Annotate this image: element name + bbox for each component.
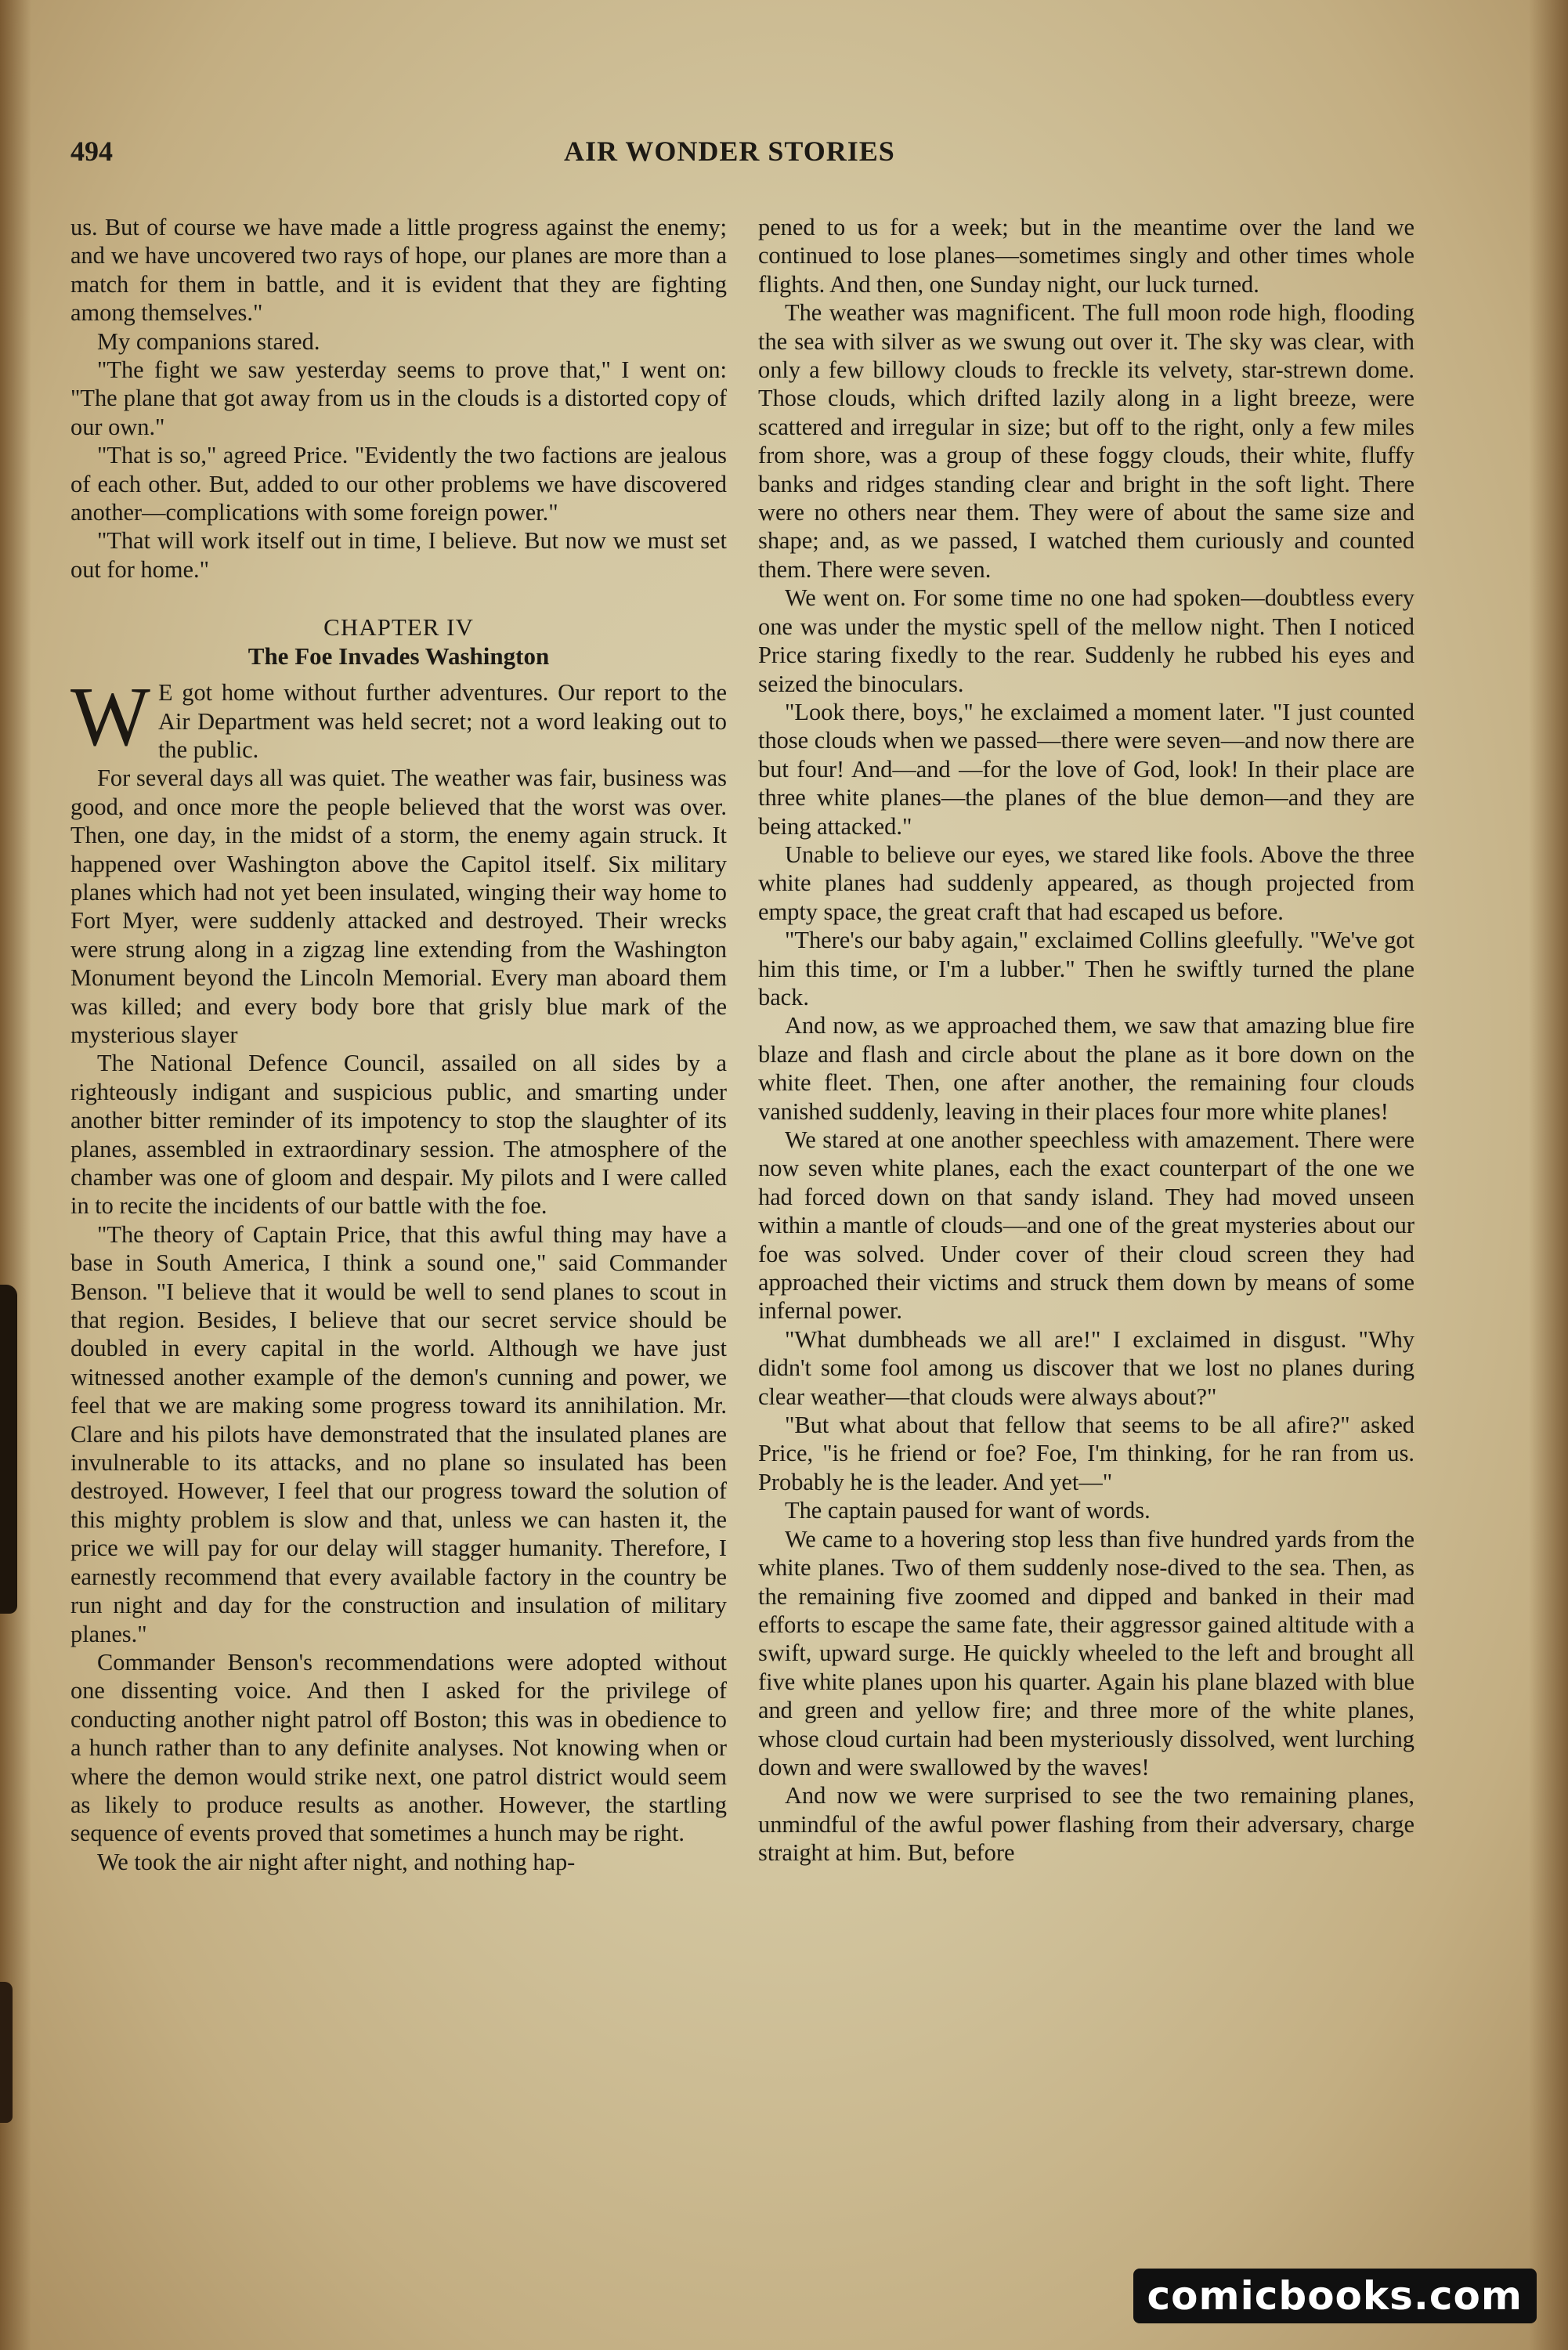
paragraph: And now we were surprised to see the two remaining planes, unmindful of the awful power flashing from their adversary, charge straight at him. But, before — [758, 1782, 1414, 1867]
paragraph: The captain paused for want of words. — [785, 1497, 1151, 1524]
page-header — [70, 135, 1402, 182]
paragraph: My companions stared. — [97, 327, 320, 355]
running-title: AIR WONDER STORIES — [564, 136, 895, 167]
paragraph: We took the air night after night, and nothing hap- — [97, 1848, 576, 1875]
right-column — [758, 213, 1414, 1867]
chapter-title: The Foe Invades Washington — [247, 642, 550, 670]
paragraph: "The fight we saw yesterday seems to prove that," I went on: "The plane that got away from us in the clouds is a distorted copy of our own." — [70, 356, 727, 440]
paragraph: The National Defence Council, assailed on all sides by a righteously indigant and suspicious public, and smarting under another bitter reminder of its impotency to stop the slaughter of its planes, assembled in extraordinary session. The atmosphere of the chamber was one of gloom and despair. My pilots and I were called in to recite the incidents of our battle with the foe. — [70, 1050, 727, 1220]
paragraph: us. But of course we have made a little progress against the enemy; and we have uncovered two rays of hope, our planes are more than a match for them in battle, and it is evident that they are fighting among themselves." — [70, 214, 727, 327]
paragraph: We stared at one another speechless with amazement. There were now seven white planes, each the exact counterpart of the one we had forced down on that sandy island. They had moved unseen within a mantle of clouds—and one of the great mysteries about our foe was solved. Under cover of their cloud screen they had approached their victims and struck them down by means of some infernal power. — [758, 1126, 1414, 1325]
left-column — [70, 213, 727, 1876]
paragraph: "There's our baby again," exclaimed Collins gleefully. "We've got him this time, or I'm a lubber." Then he swiftly turned the plane back. — [758, 927, 1414, 1010]
paragraph: We went on. For some time no one had spoken—doubtless every one was under the mystic spell of the mellow night. Then I noticed Price staring fixedly to the rear. Suddenly he rubbed his eyes and seized the binoculars. — [758, 584, 1414, 697]
paragraph: For several days all was quiet. The weather was fair, business was good, and once more the people believed that the worst was over. Then, one day, in the midst of a storm, the enemy again struck. It happened over Washington above the Capitol itself. Six military planes which had not yet been insulated, winging their way home to Fort Myer, were suddenly attacked and destroyed. Their wrecks were strung along in a zigzag line extending from the Washington Monument beyond the Lincoln Memorial. Every man aboard them was killed; and every body bore that grisly blue mark of the mysterious slayer — [70, 765, 727, 1048]
page-number: 494 — [70, 136, 113, 167]
paragraph: "That is so," agreed Price. "Evidently the two factions are jealous of each other. But, added to our other problems we have discovered another—complications with some foreign power." — [70, 442, 727, 526]
chapter-opening-paragraph — [70, 671, 727, 765]
paragraph: The weather was magnificent. The full moon rode high, flooding the sea with silver as we swung out over it. The sky was clear, with only a few billowy clouds to freckle its velvety, star-strewn dome. Those clouds, which drifted lazily along in a light breeze, were scattered and irregular in size; but off to the right, only a few miles from shore, was a group of these foggy clouds, their white, fluffy banks and ridges standing clear and bright in the soft light. There were no others near them. They were of about the same size and shape; and, as we passed, I watched them curiously and counted them. There were seven. — [758, 299, 1414, 583]
paragraph-text: got home without further adventures. Our report to the Air Department was held secret; not a word leaking out to the public. — [157, 679, 727, 763]
chapter-number: CHAPTER IV — [323, 613, 474, 642]
first-word: E — [157, 679, 173, 707]
paragraph: "The theory of Captain Price, that this awful thing may have a base in South America, I think a sound one," said Commander Benson. "I believe that it would be well to send planes to scout in that region. Besides, I believe that our secret service should be doubled in every capital in the world. Although we have just witnessed another example of the demon's cunning and power, we feel that we are making some progress toward its annihilation. Mr. Clare and his pilots have demonstrated that the insulated planes are invulnerable to its attacks, and no plane so insulated has been destroyed. However, I feel that our progress toward the solution of this mighty problem is slow and that, unless we can hasten it, the price we will pay for our delay will stagger humanity. Therefore, I earnestly recommend that every available factory in the country be run night and day for the construction and insulation of military planes." — [70, 1220, 727, 1647]
torn-edge — [0, 1982, 13, 2123]
paragraph: Commander Benson's recommendations were adopted without one dissenting voice. And then I asked for the privilege of conducting another night patrol off Boston; this was in obedience to a hunch rather than to any definite analyses. Not knowing when or where the demon would strike next, one patrol district would seem as likely to produce results as another. However, the startling sequence of events proved that sometimes a hunch may be right. — [70, 1648, 727, 1847]
paragraph: We came to a hovering stop less than five hundred yards from the white planes. Two of them suddenly nose-dived to the sea. Then, as the remaining five zoomed and dipped and banked in their mad efforts to escape the same fate, their aggressor gained altitude with a swift, upward surge. He quickly wheeled to the left and brought all five white planes upon his quarter. Again his plane blazed with blue and green and yellow fire; and three more of the white planes, whose cloud curtain had been mysteriously dissolved, went lurching down and were swallowed by the waves! — [758, 1525, 1414, 1781]
paragraph: pened to us for a week; but in the meantime over the land we continued to lose planes—sometimes singly and other times whole flights. And then, one Sunday night, our luck turned. — [758, 214, 1414, 298]
drop-cap: W — [70, 671, 150, 765]
paragraph: And now, as we approached them, we saw that amazing blue fire blaze and flash and circle about the plane as it bore down on the white fleet. Then, one after another, the remaining four clouds vanished suddenly, leaving in their places four more white planes! — [758, 1012, 1414, 1125]
paragraph: "Look there, boys," he exclaimed a moment later. "I just counted those clouds when we passed—there were seven—and now there are but four! And—and —for the love of God, look! In their place are three white planes—the planes of the blue demon—and they are being attacked." — [758, 698, 1414, 840]
paragraph: "But what about that fellow that seems to be all afire?" asked Price, "is he friend or foe? Foe, I'm thinking, for he ran from us. Probably he is the leader. And yet—" — [758, 1412, 1414, 1495]
torn-edge — [0, 1285, 17, 1614]
paragraph: "That will work itself out in time, I believe. But now we must set out for home." — [70, 527, 727, 583]
page-edge-shadow-right — [1529, 0, 1568, 2350]
paragraph: Unable to believe our eyes, we stared like fools. Above the three white planes had suddenly appeared, as though projected from empty space, the great craft that had escaped us before. — [758, 841, 1414, 925]
watermark: comicbooks.com — [1133, 2269, 1537, 2323]
paragraph: "What dumbheads we all are!" I exclaimed in disgust. "Why didn't some fool among us discover that we lost no planes during clear weather—that clouds were always about?" — [758, 1325, 1414, 1410]
